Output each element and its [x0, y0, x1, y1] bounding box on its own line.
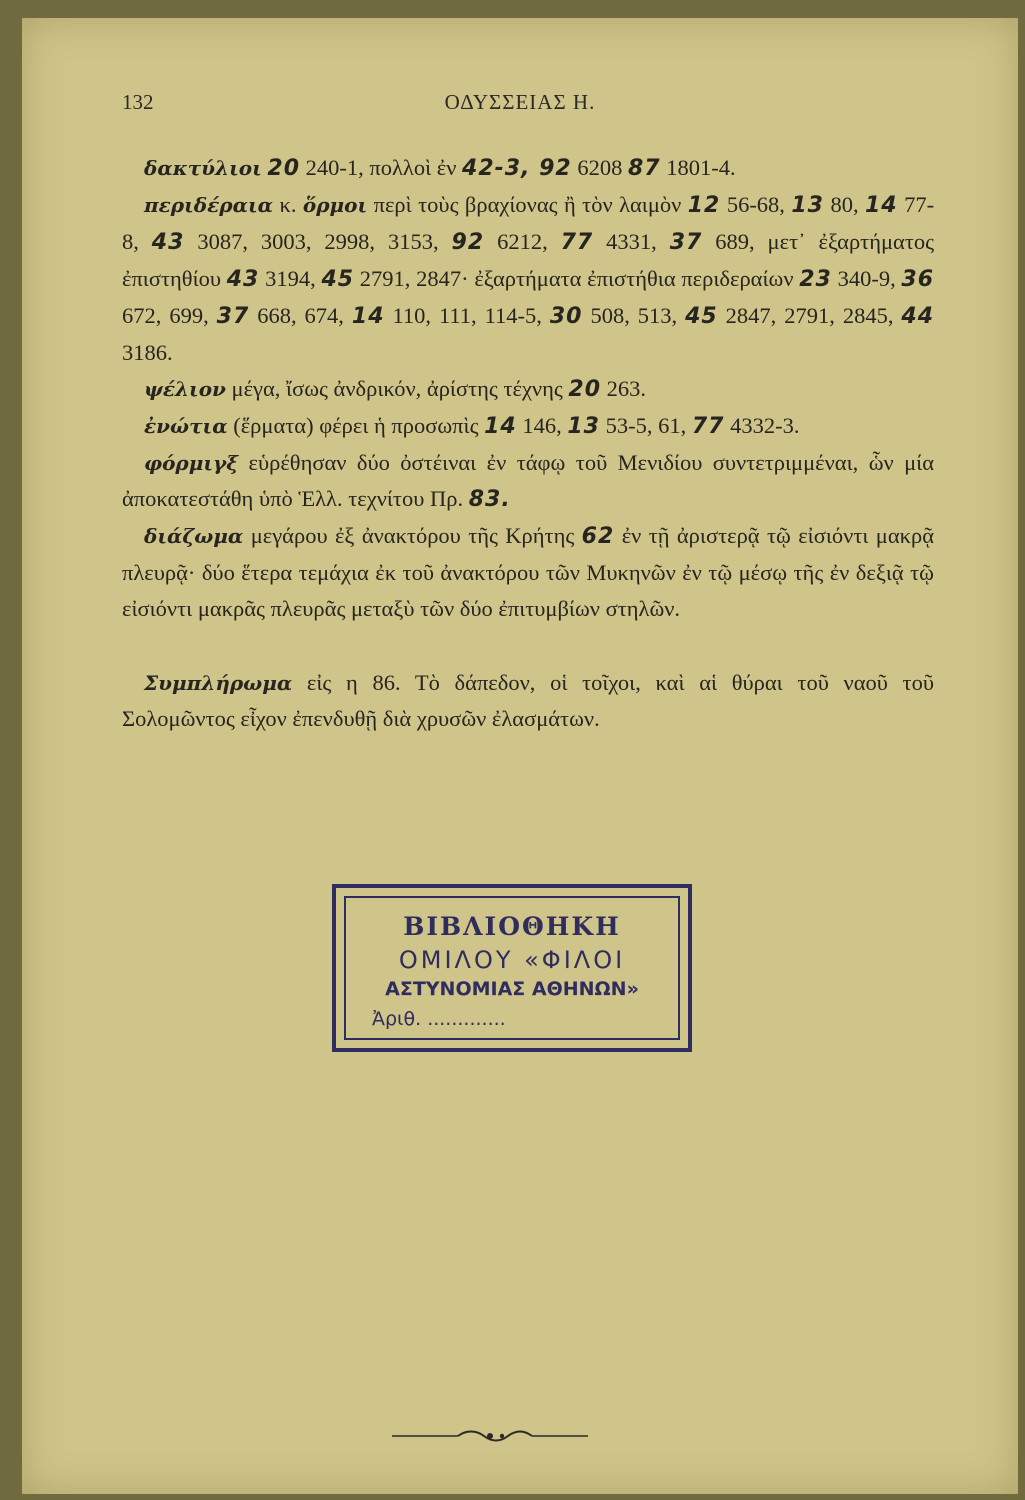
reference-number: 37 [669, 230, 703, 255]
entry-text: 668, 674, [257, 303, 344, 328]
entry-term: περιδέραια [144, 193, 274, 217]
reference-number: 14 [484, 414, 517, 439]
entry-text: 77-8, [122, 192, 935, 254]
running-title: ΟΔΥΣΣΕΙΑΣ Η. [444, 90, 596, 114]
entry-text: 508, 513, [590, 303, 678, 328]
entry-text: 672, 699, [122, 303, 209, 328]
reference-number: 77 [560, 230, 594, 255]
library-stamp [332, 884, 692, 1052]
entry-text: 110, 111, 114-5, [392, 303, 542, 328]
page-header [22, 90, 1018, 120]
entry-term: ὅρμοι [302, 193, 368, 217]
entry-term: διάζωμα [144, 524, 244, 548]
entry-text: 263. [606, 376, 647, 401]
entry-text: 6212, [497, 229, 548, 254]
entry-text: 2791, 2847· ἐξαρτήματα ἐπιστήθια περιδεραίων [359, 266, 794, 291]
reference-number: 43 [151, 230, 185, 255]
paragraph [122, 408, 934, 445]
body-text [122, 150, 934, 737]
entry-text: εἰς η 86. Τὸ δάπεδον, οἱ τοῖχοι, καὶ αἱ θύραι τοῦ ναοῦ τοῦ Σολομῶντος εἶχον ἐπενδυθῇ διὰ χρυσῶν ἐλασμάτων. [122, 670, 934, 731]
entry-text: 340-9, [837, 266, 896, 291]
reference-number: 45 [685, 304, 718, 329]
entry-text: 4332-3. [730, 413, 800, 438]
entry-text: ἐν τῇ ἀριστερᾷ τῷ εἰσιόντι μακρᾷ πλευρᾷ· δύο ἕτερα τεμάχια ἐκ τοῦ ἀνακτόρου τῶν Μυκηνῶν ἐν τῷ μέσῳ τῆς ἐν δεξιᾷ τῷ εἰσιόντι μακρᾶς πλευρᾶς μεταξὺ τῶν δύο ἐπιτυμβίων στηλῶν. [122, 523, 935, 621]
entry-text: 3186. [122, 340, 173, 365]
entry-text: 2847, 2791, 2845, [725, 303, 894, 328]
reference-number: 20 [267, 156, 301, 181]
stamp-line-3: ΑΣΤΥΝΟΜΙΑΣ ΑΘΗΝΩΝ» [385, 978, 639, 1000]
reference-number: 36 [901, 267, 935, 292]
stamp-inner-frame [344, 896, 680, 1040]
stamp-line-4: Ἀριθ. ............. [372, 1008, 506, 1030]
reference-number: 12 [687, 193, 721, 218]
reference-number: 43 [226, 267, 260, 292]
entry-text: 1801-4. [666, 155, 736, 180]
entry-term: φόρμιγξ [144, 451, 239, 475]
reference-number: 44 [901, 304, 935, 329]
reference-number: 23 [799, 267, 832, 292]
entry-text: 3087, 3003, 2998, 3153, [197, 229, 439, 254]
entry-text: μέγα, ἴσως ἀνδρικόν, ἀρίστης τέχνης [231, 376, 563, 401]
entry-text: εὑρέθησαν δύο ὀστέιναι ἐν τάφῳ τοῦ Μενιδίου συντετριμμέναι, ὧν μία ἀποκατεστάθη ὑπὸ Ἑλλ. τεχνίτου Πρ. [122, 450, 935, 511]
entry-text: 4331, [606, 229, 657, 254]
paragraph [122, 445, 934, 518]
reference-number: 87 [627, 156, 661, 181]
entry-term: ψέλιον [144, 377, 226, 401]
decorative-rule [392, 1428, 588, 1448]
entry-text: 3194, [265, 266, 316, 291]
reference-number: 13 [567, 414, 600, 439]
entry-text: κ. [279, 192, 297, 217]
entry-text: (ἕρματα) φέρει ἡ προσωπὶς [233, 413, 479, 438]
entry-term: ἐνώτια [144, 414, 228, 438]
entry-text: μεγάρου ἐξ ἀνακτόρου τῆς Κρήτης [250, 523, 575, 548]
page-number: 132 [122, 90, 154, 114]
reference-number: 37 [216, 304, 250, 329]
entry-text: 146, [522, 413, 562, 438]
reference-number: 83. [468, 487, 511, 512]
flourish-icon [392, 1428, 588, 1444]
reference-number: 77 [691, 414, 725, 439]
reference-number: 45 [321, 267, 355, 292]
stamp-line-1: ΒΙΒΛΙΟΘΗΚΗ [403, 912, 621, 941]
paragraph [122, 518, 934, 627]
entry-text: 240-1, πολλοὶ ἐν [305, 155, 457, 180]
entry-text: 6208 [577, 155, 623, 180]
reference-number: 92 [451, 230, 485, 255]
stamp-line-2: ΟΜΙΛΟΥ «ΦΙΛΟΙ [398, 946, 626, 974]
reference-number: 62 [581, 524, 615, 549]
entry-term: Συμπλήρωμα [144, 671, 293, 695]
entry-term: δακτύλιοι [144, 156, 262, 180]
paragraph [122, 150, 934, 187]
paragraph [122, 187, 934, 371]
entry-text: 56-68, [726, 192, 785, 217]
book-page [22, 18, 1018, 1494]
entry-text: 689, μετ᾽ ἐξαρτήματος ἐπιστηθίου [122, 229, 935, 291]
paragraph [122, 665, 934, 737]
entry-text: περὶ τοὺς βραχίονας ἢ τὸν λαιμὸν [373, 192, 682, 217]
reference-number: 14 [865, 193, 898, 218]
reference-number: 13 [791, 193, 824, 218]
reference-number: 14 [351, 304, 385, 329]
reference-number: 30 [549, 304, 583, 329]
reference-number: 20 [568, 377, 602, 402]
entry-text: 80, [830, 192, 859, 217]
reference-number: 42-3, 92 [462, 156, 572, 181]
paragraph [122, 371, 934, 408]
entry-text: 53-5, 61, [605, 413, 687, 438]
paragraph-gap [122, 627, 934, 665]
